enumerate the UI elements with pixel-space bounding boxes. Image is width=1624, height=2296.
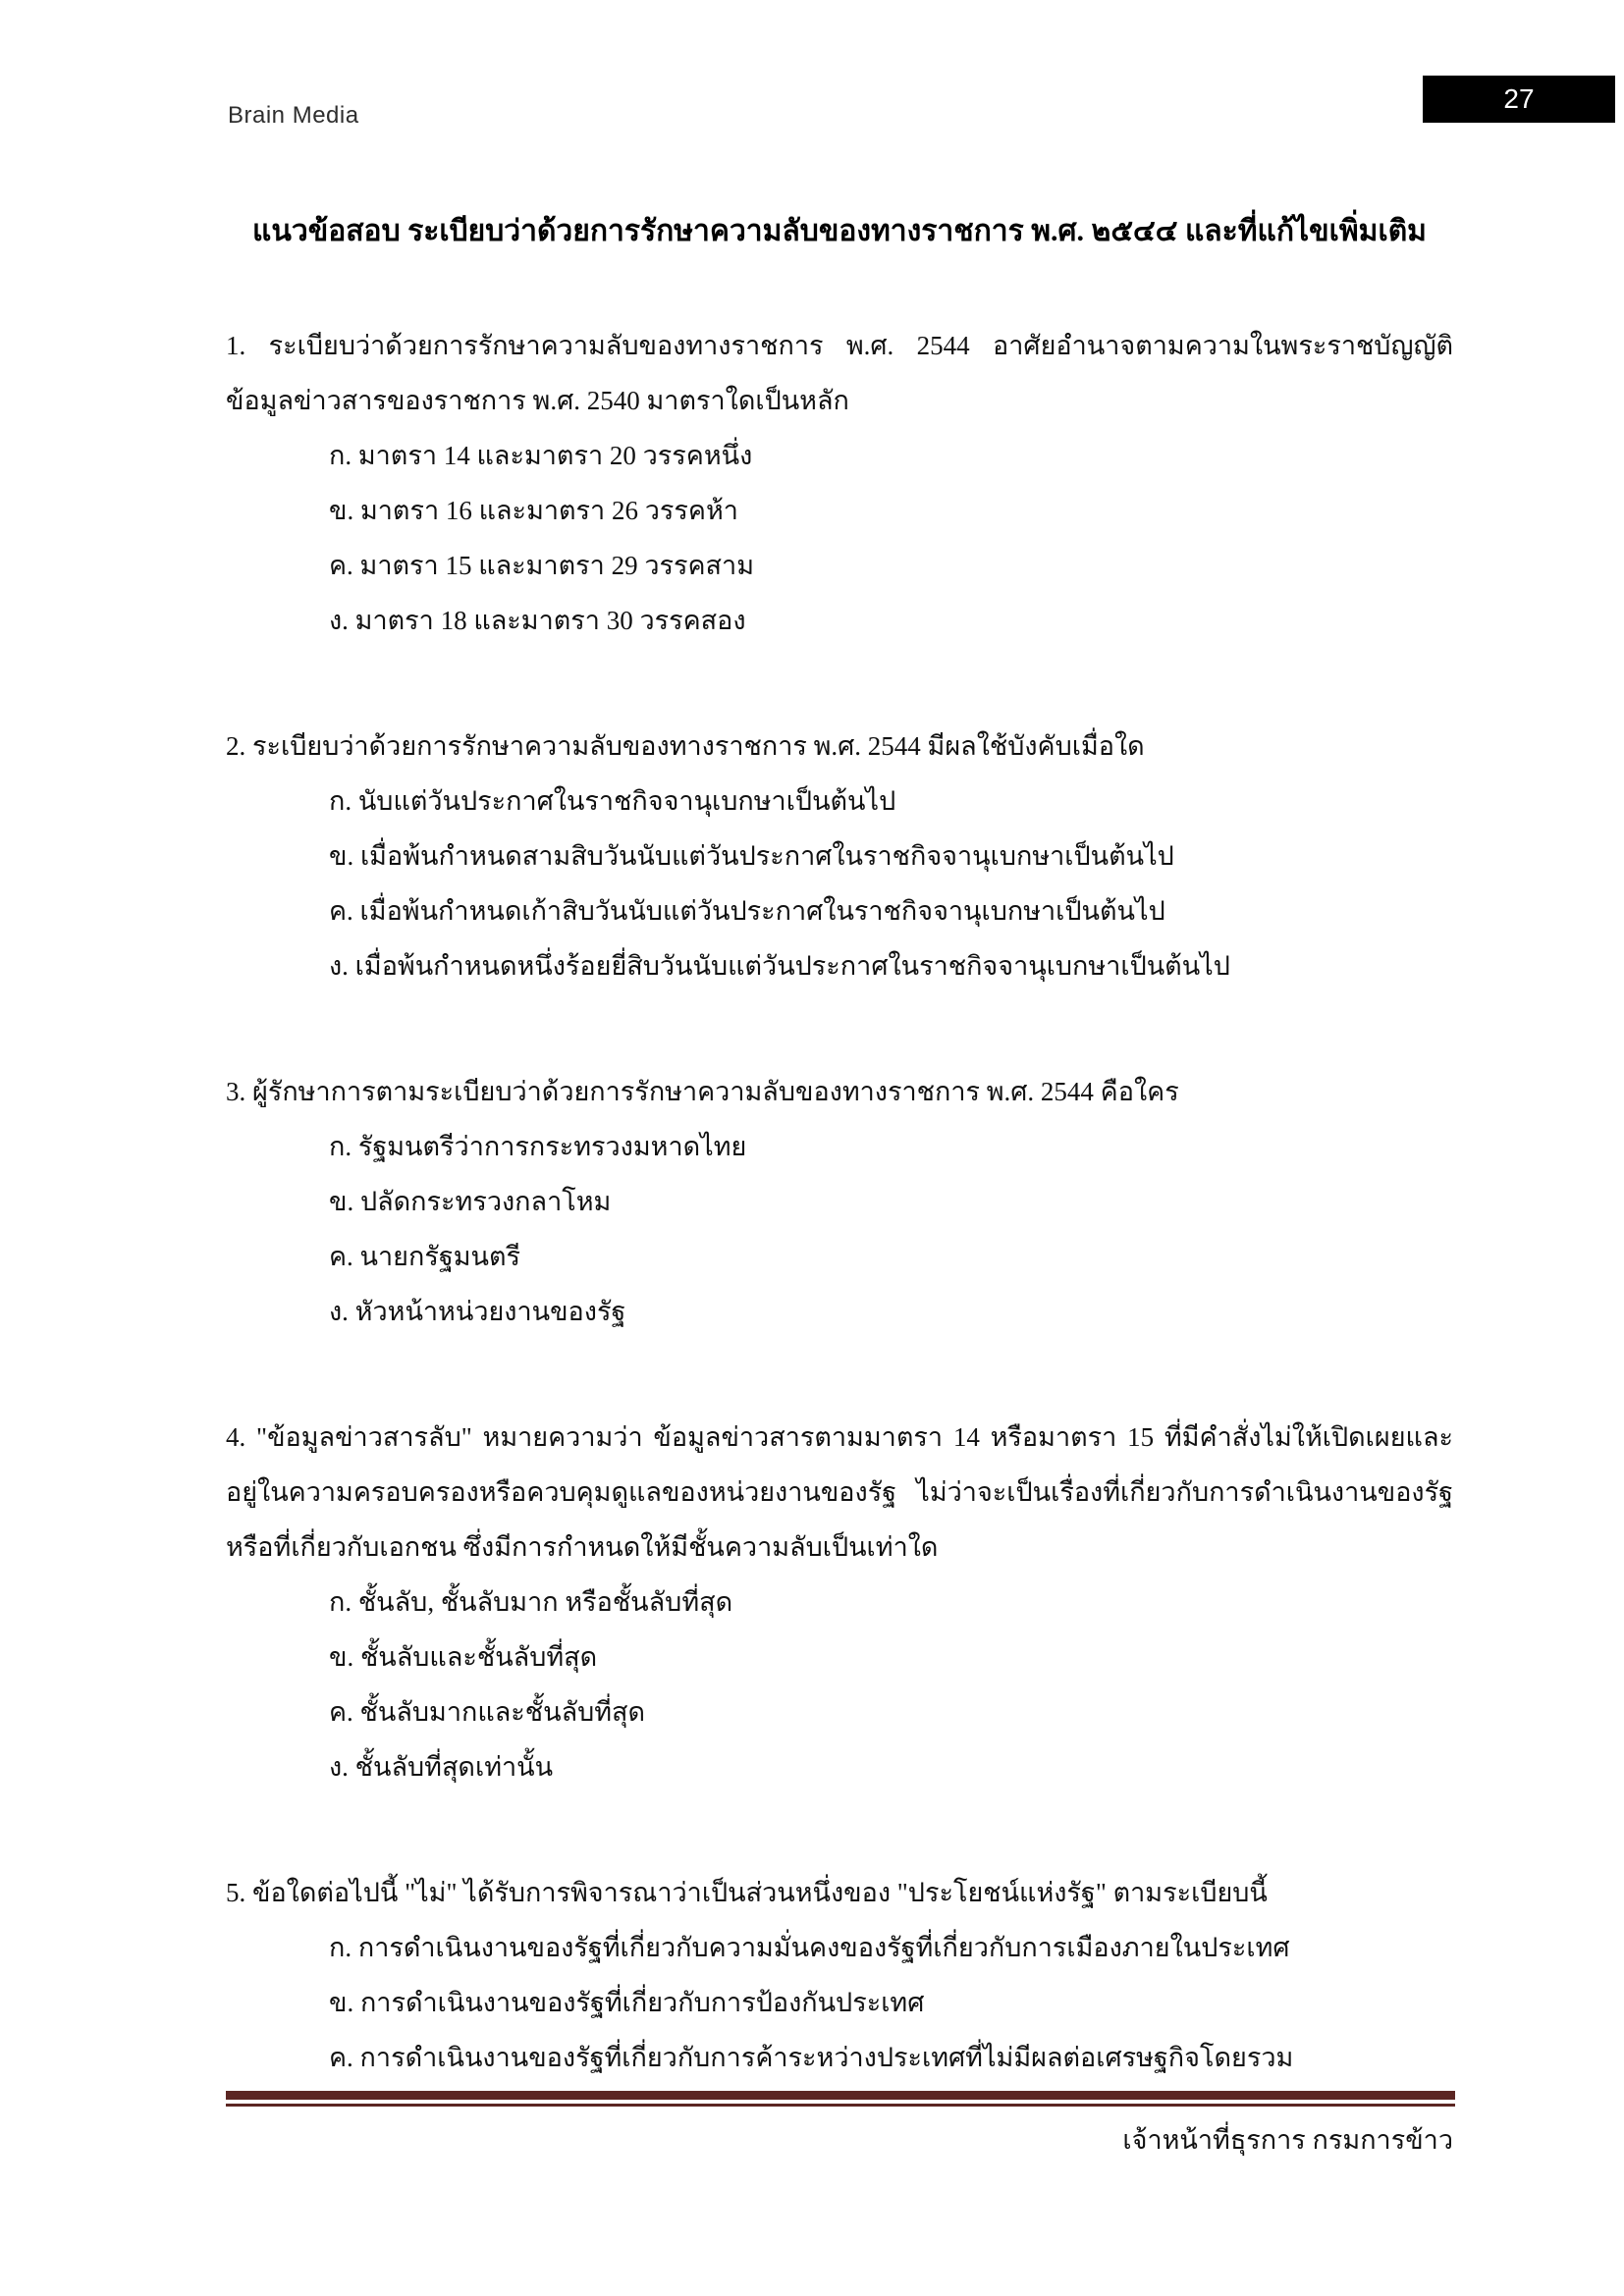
question-2-text: 2. ระเบียบว่าด้วยการรักษาความลับของทางราชการ พ.ศ. 2544 มีผลใช้บังคับเมื่อใด bbox=[226, 731, 1145, 761]
option-b: ข. ชั้นลับและชั้นลับที่สุด bbox=[329, 1642, 598, 1672]
question-5 bbox=[226, 1865, 1453, 2085]
option-c: ค. เมื่อพ้นกำหนดเก้าสิบวันนับแต่วันประกาศในราชกิจจานุเบกษาเป็นต้นไป bbox=[329, 896, 1165, 926]
footer-credit: เจ้าหน้าที่ธุรการ กรมการข้าว bbox=[1122, 2125, 1453, 2155]
option-b: ข. การดำเนินงานของรัฐที่เกี่ยวกับการป้องกันประเทศ bbox=[329, 1988, 925, 2017]
footer-rule-thin bbox=[226, 2104, 1455, 2107]
question-4-options bbox=[226, 1575, 1453, 1794]
option-c: ค. ชั้นลับมากและชั้นลับที่สุด bbox=[329, 1697, 646, 1727]
question-5-options bbox=[226, 1920, 1453, 2085]
option-d: ง. หัวหน้าหน่วยงานของรัฐ bbox=[329, 1297, 626, 1326]
footer-rule-thick bbox=[226, 2091, 1455, 2100]
question-3-text: 3. ผู้รักษาการตามระเบียบว่าด้วยการรักษาความลับของทางราชการ พ.ศ. 2544 คือใคร bbox=[226, 1077, 1179, 1106]
question-4 bbox=[226, 1410, 1453, 1794]
document-title: แนวข้อสอบ ระเบียบว่าด้วยการรักษาความลับของทางราชการ พ.ศ. ๒๕๔๔ และที่แก้ไขเพิ่มเติม bbox=[252, 215, 1427, 247]
option-c: ค. มาตรา 15 และมาตรา 29 วรรคสาม bbox=[329, 551, 754, 580]
option-b: ข. เมื่อพ้นกำหนดสามสิบวันนับแต่วันประกาศในราชกิจจานุเบกษาเป็นต้นไป bbox=[329, 841, 1174, 871]
option-d: ง. เมื่อพ้นกำหนดหนึ่งร้อยยี่สิบวันนับแต่วันประกาศในราชกิจจานุเบกษาเป็นต้นไป bbox=[329, 951, 1230, 981]
document-content bbox=[226, 208, 1453, 2156]
page-number-box bbox=[1423, 76, 1615, 123]
question-1 bbox=[226, 318, 1453, 648]
page-number: 27 bbox=[1503, 83, 1535, 114]
option-a: ก. นับแต่วันประกาศในราชกิจจานุเบกษาเป็นต้นไป bbox=[329, 786, 896, 816]
question-2 bbox=[226, 719, 1453, 993]
question-4-text: 4. "ข้อมูลข่าวสารลับ" หมายความว่า ข้อมูลข่าวสารตามมาตรา 14 หรือมาตรา 15 ที่มีคำสั่งไม่ให้เปิดเผยและอยู่ในความครอบครองหรือควบคุมดูแลของหน่วยงานของรัฐ ไม่ว่าจะเป็นเรื่องที่เกี่ยวกับการดำเนินงานของรัฐหรือที่เกี่ยวกับเอกชน ซึ่งมีการกำหนดให้มีชั้นความลับเป็นเท่าใด bbox=[226, 1422, 1453, 1562]
question-1-text: 1. ระเบียบว่าด้วยการรักษาความลับของทางราชการ พ.ศ. 2544 อาศัยอำนาจตามความในพระราชบัญญัติข้อมูลข่าวสารของราชการ พ.ศ. 2540 มาตราใดเป็นหลัก bbox=[226, 331, 1453, 415]
option-c: ค. การดำเนินงานของรัฐที่เกี่ยวกับการค้าระหว่างประเทศที่ไม่มีผลต่อเศรษฐกิจโดยรวม bbox=[329, 2043, 1294, 2072]
option-d: ง. มาตรา 18 และมาตรา 30 วรรคสอง bbox=[329, 606, 746, 635]
question-5-text: 5. ข้อใดต่อไปนี้ "ไม่" ได้รับการพิจารณาว่าเป็นส่วนหนึ่งของ "ประโยชน์แห่งรัฐ" ตามระเบียบนี้ bbox=[226, 1878, 1268, 1907]
question-2-options bbox=[226, 774, 1453, 993]
question-3-options bbox=[226, 1119, 1453, 1339]
option-a: ก. ชั้นลับ, ชั้นลับมาก หรือชั้นลับที่สุด bbox=[329, 1587, 733, 1617]
option-a: ก. การดำเนินงานของรัฐที่เกี่ยวกับความมั่นคงของรัฐที่เกี่ยวกับการเมืองภายในประเทศ bbox=[329, 1933, 1290, 1962]
option-a: ก. รัฐมนตรีว่าการกระทรวงมหาดไทย bbox=[329, 1132, 747, 1161]
option-b: ข. มาตรา 16 และมาตรา 26 วรรคห้า bbox=[329, 496, 738, 525]
option-c: ค. นายกรัฐมนตรี bbox=[329, 1242, 521, 1271]
question-1-options bbox=[226, 428, 1453, 648]
brand-label: Brain Media bbox=[228, 102, 359, 129]
option-d: ง. ชั้นลับที่สุดเท่านั้น bbox=[329, 1752, 554, 1782]
option-b: ข. ปลัดกระทรวงกลาโหม bbox=[329, 1187, 612, 1216]
question-3 bbox=[226, 1064, 1453, 1339]
option-a: ก. มาตรา 14 และมาตรา 20 วรรคหนึ่ง bbox=[329, 441, 753, 470]
